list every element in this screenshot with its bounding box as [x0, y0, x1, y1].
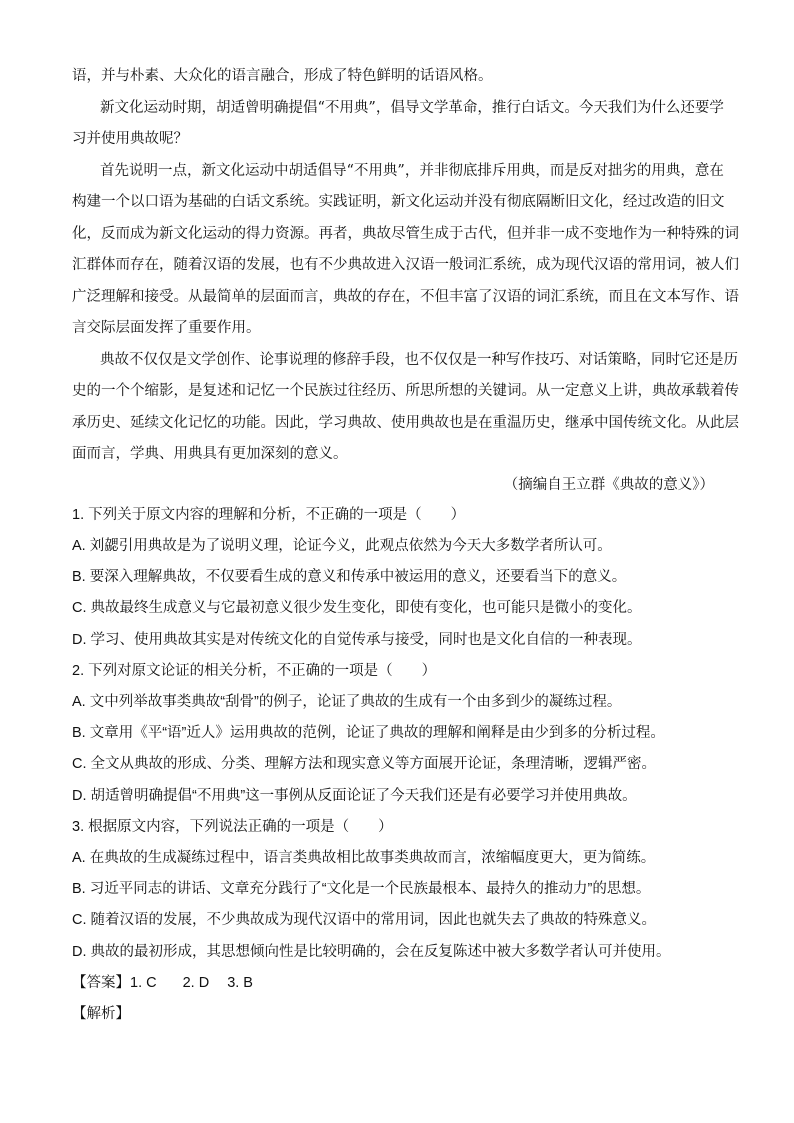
- question-option: B. 要深入理解典故，不仅要看生成的意义和传承中被运用的意义，还要看当下的意义。: [72, 569, 627, 585]
- question-option: A. 刘勰引用典故是为了说明义理，论证今义，此观点依然为今天大多数学者所认可。: [72, 538, 612, 554]
- passage-line: 习并使用典故呢？: [72, 131, 188, 147]
- question-option: C. 随着汉语的发展，不少典故成为现代汉语中的常用词，因此也就失去了典故的特殊意义。: [72, 912, 657, 928]
- question-stem: 2. 下列对原文论证的相关分析，不正确的一项是（ ）: [72, 663, 437, 679]
- question-option: D. 学习、使用典故其实是对传统文化的自觉传承与接受，同时也是文化自信的一种表现。: [72, 632, 642, 648]
- question-option: A. 在典故的生成凝练过程中，语言类典故相比故事类典故而言，浓缩幅度更大，更为简练。: [72, 850, 656, 866]
- analysis-label: 【解析】: [72, 1006, 130, 1022]
- question-option: B. 文章用《平“语”近人》运用典故的范例，论证了典故的理解和阐释是由少到多的分析过程。: [72, 725, 665, 741]
- question-stem: 3. 根据原文内容，下列说法正确的一项是（ ）: [72, 819, 393, 835]
- passage-line: 广泛理解和接受。从最简单的层面而言，典故的存在，不但丰富了汉语的词汇系统，而且在文本写作、语: [72, 289, 739, 305]
- passage-line: 史的一个个缩影，是复述和记忆一个民族过往经历、所思所想的关键词。从一定意义上讲，典故承载着传: [72, 383, 739, 399]
- passage-line: 化，反而成为新文化运动的得力资源。再者，典故尽管生成于古代，但并非一成不变地作为一种特殊的词: [72, 226, 739, 242]
- answer-item: 3. B: [227, 975, 253, 991]
- question-option: B. 习近平同志的讲话、文章充分践行了“文化是一个民族最根本、最持久的推动力”的思想。: [72, 881, 651, 897]
- answer-item: 2. D: [182, 975, 210, 991]
- passage-line: 新文化运动时期，胡适曾明确提倡“不用典”，倡导文学革命，推行白话文。今天我们为什么还要学: [100, 100, 724, 116]
- passage-source: （摘编自王立群《典故的意义》）: [503, 477, 714, 493]
- question-option: D. 胡适曾明确提倡“不用典”这一事例从反面论证了今天我们还是有必要学习并使用典故。: [72, 788, 637, 804]
- passage-line: 首先说明一点，新文化运动中胡适倡导“不用典”，并非彻底排斥用典，而是反对拙劣的用典，意在: [100, 163, 724, 179]
- passage-line: 承历史、延续文化记忆的功能。因此，学习典故、使用典故也是在重温历史，继承中国传统文化。从此层: [72, 415, 739, 431]
- answer-item: 1. C: [130, 975, 157, 991]
- question-option: D. 典故的最初形成，其思想倾向性是比较明确的，会在反复陈述中被大多数学者认可并使用。: [72, 944, 671, 960]
- answer-line: [72, 973, 253, 993]
- answer-label: 【答案】: [72, 975, 130, 991]
- question-option: C. 全文从典故的形成、分类、理解方法和现实意义等方面展开论证，条理清晰，逻辑严密。: [72, 756, 657, 772]
- question-stem: 1. 下列关于原文内容的理解和分析，不正确的一项是（ ）: [72, 507, 466, 523]
- passage-line: 言交际层面发挥了重要作用。: [72, 320, 261, 336]
- passage-line: 语，并与朴素、大众化的语言融合，形成了特色鲜明的话语风格。: [72, 68, 493, 84]
- question-option: A. 文中列举故事类典故“刮骨”的例子，论证了典故的生成有一个由多到少的凝练过程。: [72, 694, 622, 710]
- passage-line: 构建一个以口语为基础的白话文系统。实践证明，新文化运动并没有彻底隔断旧文化，经过改造的旧文: [72, 194, 725, 210]
- passage-line: 面而言，学典、用典具有更加深刻的意义。: [72, 446, 348, 462]
- passage-line: 典故不仅仅是文学创作、论事说理的修辞手段，也不仅仅是一种写作技巧、对话策略，同时它还是历: [100, 352, 738, 368]
- question-option: C. 典故最终生成意义与它最初意义很少发生变化，即使有变化，也可能只是微小的变化。: [72, 600, 642, 616]
- passage-line: 汇群体而存在，随着汉语的发展，也有不少典故进入汉语一般词汇系统，成为现代汉语的常用词，被人们: [72, 257, 739, 273]
